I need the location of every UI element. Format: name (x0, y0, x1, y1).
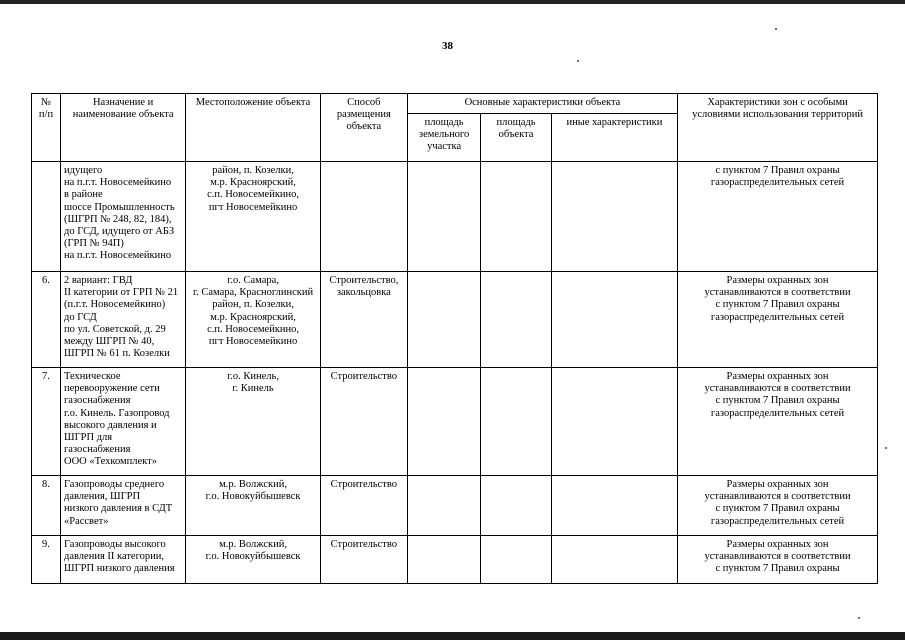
cell-row-number: 6. (32, 272, 61, 368)
cell-other-characteristics (551, 162, 677, 272)
cell-land-area (407, 272, 481, 368)
table-row (32, 536, 878, 584)
cell-object-name: Газопроводы среднего давления, ШГРП низкого давления в СДТ «Рассвет» (60, 476, 185, 536)
cell-row-number (32, 162, 61, 272)
objects-table (31, 93, 878, 584)
header-name: Назначение и наименование объекта (60, 94, 185, 162)
cell-zone-characteristics: Размеры охранных зон устанавливаются в соответствии с пунктом 7 Правил охраны газораспределительных сетей (678, 272, 878, 368)
cell-other-characteristics (551, 368, 677, 476)
header-other-characteristics: иные характеристики (551, 114, 677, 162)
cell-other-characteristics (551, 272, 677, 368)
cell-object-location: м.р. Волжский, г.о. Новокуйбышевск (186, 536, 321, 584)
cell-object-area (481, 162, 551, 272)
scan-bottom-edge (0, 632, 905, 640)
table-row (32, 272, 878, 368)
cell-other-characteristics (551, 476, 677, 536)
cell-row-number: 8. (32, 476, 61, 536)
cell-object-location: г.о. Кинель, г. Кинель (186, 368, 321, 476)
table-row (32, 162, 878, 272)
scan-speck (858, 617, 860, 619)
cell-land-area (407, 368, 481, 476)
page-number: 38 (442, 40, 453, 52)
cell-placement-method: Строительство (320, 536, 407, 584)
header-area-land: площадь земельного участка (407, 114, 481, 162)
scan-speck (577, 60, 579, 62)
cell-land-area (407, 476, 481, 536)
header-zones: Характеристики зон с особыми условиями использования территорий (678, 94, 878, 162)
header-area-object: площадь объекта (481, 114, 551, 162)
cell-object-area (481, 368, 551, 476)
scan-top-edge (0, 0, 905, 4)
header-main-characteristics: Основные характеристики объекта (407, 94, 677, 114)
cell-row-number: 9. (32, 536, 61, 584)
cell-object-name: Техническое перевооружение сети газоснабжения г.о. Кинель. Газопровод высокого давления и ШГРП для газоснабжения ООО «Техкомплект» (60, 368, 185, 476)
cell-placement-method (320, 162, 407, 272)
cell-land-area (407, 162, 481, 272)
cell-placement-method: Строительство (320, 368, 407, 476)
table-row (32, 476, 878, 536)
header-location: Местоположение объекта (186, 94, 321, 162)
cell-zone-characteristics: Размеры охранных зон устанавливаются в соответствии с пунктом 7 Правил охраны газораспределительных сетей (678, 476, 878, 536)
cell-row-number: 7. (32, 368, 61, 476)
cell-land-area (407, 536, 481, 584)
cell-object-area (481, 536, 551, 584)
table-row (32, 368, 878, 476)
cell-zone-characteristics: Размеры охранных зон устанавливаются в соответствии с пунктом 7 Правил охраны газораспределительных сетей (678, 368, 878, 476)
cell-zone-characteristics: с пунктом 7 Правил охраны газораспределительных сетей (678, 162, 878, 272)
cell-object-name: 2 вариант: ГВД II категории от ГРП № 21 (п.г.т. Новосемейкино) до ГСД по ул. Советской, д. 29 между ШГРП № 40, ШГРП № 61 п. Козелки (60, 272, 185, 368)
header-num: № п/п (32, 94, 61, 162)
header-method: Способ размещения объекта (320, 94, 407, 162)
cell-other-characteristics (551, 536, 677, 584)
cell-object-name: Газопроводы высокого давления II категории, ШГРП низкого давления (60, 536, 185, 584)
cell-object-area (481, 272, 551, 368)
cell-object-location: район, п. Козелки, м.р. Красноярский, с.п. Новосемейкино, пгт Новосемейкино (186, 162, 321, 272)
cell-object-area (481, 476, 551, 536)
cell-placement-method: Строительство, закольцовка (320, 272, 407, 368)
cell-placement-method: Строительство (320, 476, 407, 536)
cell-object-location: г.о. Самара, г. Самара, Красноглинский район, п. Козелки, м.р. Красноярский, с.п. Новосемейкино, пгт Новосемейкино (186, 272, 321, 368)
cell-zone-characteristics: Размеры охранных зон устанавливаются в соответствии с пунктом 7 Правил охраны (678, 536, 878, 584)
cell-object-location: м.р. Волжский, г.о. Новокуйбышевск (186, 476, 321, 536)
scan-speck (775, 28, 777, 30)
scan-speck (885, 447, 887, 449)
cell-object-name: идущего на п.г.т. Новосемейкино в районе шоссе Промышленность (ШГРП № 248, 82, 184), до ГСД, идущего от АБЗ (ГРП № 94П) на п.г.т. Новосемейкино (60, 162, 185, 272)
